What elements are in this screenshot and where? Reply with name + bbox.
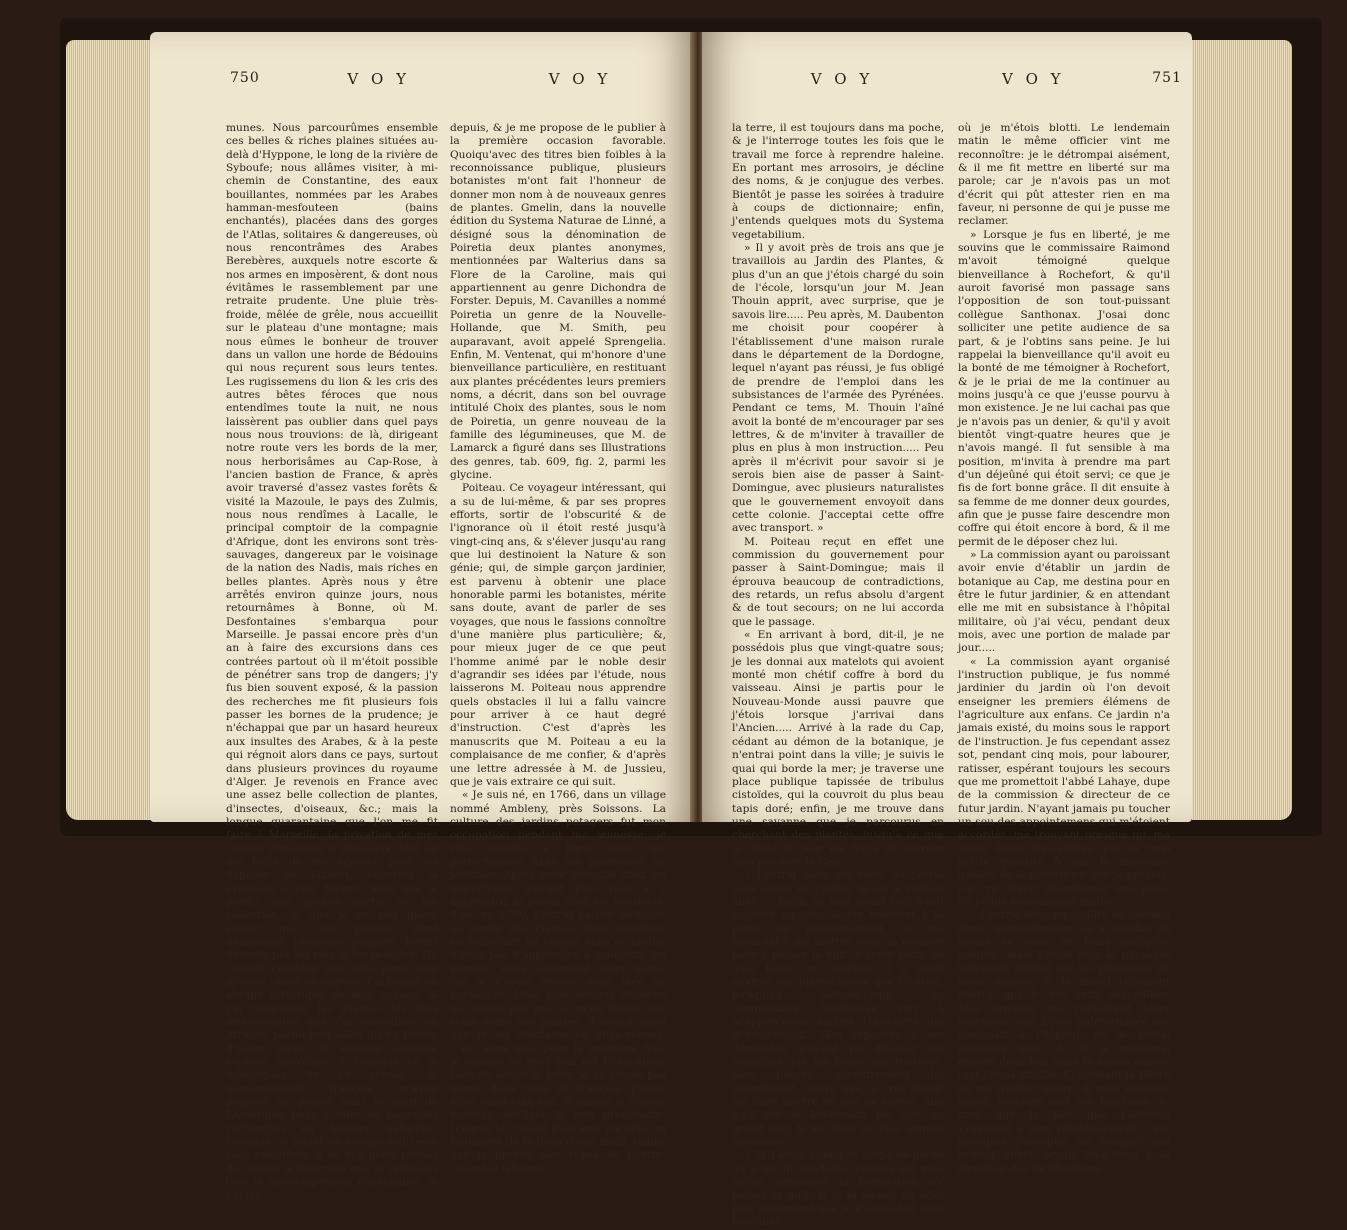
paragraph: » La commission ayant ou paroissant avoir envie d'établir un jardin de botanique au Cap, me destina pour en être le futur jardinier, & en attendant elle me mit en subsistance à l'hôpital militaire, où j'ai vécu, pendant deux mois, avec une portion de malade par jour..... — [958, 549, 1170, 655]
paragraph: » J'entrai dans ses rues, où j'errai sans savoir où j'allois, ni où je voulois aller..... Enfin, la nuit ayant tout-à-fait succédé au jour, & me trouvant à la porte du gouvernement, je me hasardai à me mettre sous un escalier pour y passer la nuit, n'ayant point de quoi louer un coucher. Il y avoit environ un quart-d'heure que j'y étois, lorsqu'un aide-de-camp du commissaire Santhonax vint à m'appercevoir malgré l'obscurité qui m'environnoit. Mes réponses à ses demandes n'ayant pu dissiper les soupçons que ma place, ma tristesse, mon pauvre accoutrement lui suggéroient contre moi, il crut devoir me faire mettre en lieu de sûreté, afin qu'il pût le lendemain me voir au grand jour, & me faire de plus amples questions. — [732, 869, 944, 1149]
paragraph: » Si j'avois connu le corps-de-garde où il me fit conduire, j'aurois été moi-même demander la permission d'y passer la nuit, & je la passai en effet plus sainement que je n'eusse fait sous l'escalier — [732, 1149, 944, 1229]
paragraph: depuis, & je me propose de le publier à la première occasion favorable. Quoiqu'avec des titres bien foibles à la reconnoissance publique, plusieurs botanistes m'ont fait l'honneur de donner mon nom à de nouveaux genres de plantes. Gmelin, dans la nouvelle édition du Systema Naturae de Linné, a désigné sous la dénomination de Poiretia deux plantes anonymes, mentionnées par Walterius dans sa Flore de la Caroline, mais qui appartiennent au genre Dichondra de Forster. Depuis, M. Cavanilles a nommé Poiretia un genre de la Nouvelle-Hollande, que M. Smith, peu auparavant, avoit appelé Sprengelia. Enfin, M. Ventenat, qui m'honore d'une bienveillance particulière, en restituant aux plantes précédentes leurs premiers noms, a décrit, dans son bel ouvrage intitulé Choix des plantes, sous le nom de Poiretia, un genre nouveau de la famille des légumineuses, que M. de Lamarck a figuré dans ses Illustrations des genres, tab. 609, fig. 2, parmi les glycine. — [450, 122, 666, 481]
paragraph: Poiteau. Ce voyageur intéressant, qui a su de lui-même, & par ses propres efforts, sortir de l'obscurité & de l'ignorance où il étoit resté jusqu'à vingt-cinq ans, & s'élever jusqu'au rang que lui destinoient la Nature & son génie; qui, de simple garçon jardinier, est parvenu à obtenir une place honorable parmi les botanistes, mérite sans doute, avant de parler de ses voyages, que nous le fassions connoître d'une manière plus particulière; &, pour mieux juger de ce que peut l'homme animé par le noble desir d'agrandir ses idées par l'étude, nous laisserons M. Poiteau nous apprendre quels obstacles il lui a fallu vaincre pour arriver à ce haut degré d'instruction. C'est d'après les manuscrits que M. Poiteau a eu la complaisance de me confier, & d'après une lettre adressée à M. de Jussieu, que je vais extraire ce qui suit. — [450, 482, 666, 788]
right-page-edges — [1192, 40, 1292, 820]
paragraph: » Lorsque je fus en liberté, je me souvins que le commissaire Raimond m'avoit témoigné quelque bienveillance à Rochefort, & qu'il auroit favorisé mon passage sans l'opposition de son tout-puissant collègue Santhonax. J'osai donc solliciter une petite audience de sa part, & je l'obtins sans peine. Je lui rappelai la bienveillance qu'il avoit eu la bonté de me témoigner à Rochefort, & je le priai de me la continuer au moins jusqu'à ce que j'eusse pourvu à mon existence. Je ne lui cachai pas que je n'avois pas un denier, & qu'il y avoit bientôt vingt-quatre heures que je n'avois mangé. Il fut sensible à ma position, m'invita à prendre ma part d'un déjeûné qui étoit servi; ce que je fis de fort bonne grâce. Il dit ensuite à sa femme de me donner deux gourdes, afin que je pusse faire descendre mon coffre qui étoit encore à bord, & il me permit de le déposer chez lui. — [958, 228, 1170, 548]
column-3 — [732, 122, 944, 1230]
right-page — [702, 32, 1192, 1229]
column-4 — [958, 122, 1170, 1176]
paragraph: « Je suis né, en 1766, dans un village nommé Ambleny, près Soissons. La culture des jardins potagers fut mon occupation pendant ma jeunesse; je vins ensuite à Paris pour me perfectionner dans ma profession de jardinier. Après avoir travaillé chez les maréchaux, n'ayant plus rien à y apprendre, je passai chez les fleuristes, d'où, en 1790, j'entrai garçon jardinier au Jardin des Plantes. Mon intention, en sollicitant un emploi dans ce jardin, n'étoit pas d'apprendre à connoître les plantes, mais seulement leurs noms; car je n'avois encore nulle idée de botanique. Mais mon naturel studieux ne voulut pas que je m'en tinsse aux seuls noms des plantes; il voulut aussi que je les étudiasse en elles-mêmes. C'est alors que, pour la première fois, je connus de quel prix est l'éducation. Loin de savoir le latin, je ne savois pas même deux mots de français. J'avois alors vingt-cinq ans, & jamais je n'avois entendu décliner le mot grammaire. D'après le conseil d'un ami, j'achète un Rudiment. Je le tiens d'une main, tandis que je prends mes repas de l'autre. Quand je laboure — [450, 789, 666, 1175]
left-running-head — [230, 70, 410, 88]
right-folio: 751 — [1152, 70, 1182, 86]
paragraph: M. Poiteau reçut en effet une commission du gouvernement pour passer à Saint-Domingue; mais il éprouva beaucoup de contradictions, des retards, un refus absolu d'argent & de tout secours; on ne lui accorda que le passage. — [732, 535, 944, 628]
paragraph: » J'entrai donc en qualité de commis dans l'administration, où je touchai du moins de tems en tems quelqu'à-compte; mais j'avois déjà le physique tellement affoibli par les privations de toute espèce, & le moral tellement abattu, que je dus enfin succomber. Mes organes me refusèrent leurs fonctions; une fièvre indéterminée me conduisit à l'hôpital, où je restai plusieurs mois, & où je retournai encore deux fois dans la même année, tant j'étois affoibli. Cependant la fièvre ne me quittoit guère, & mon estomac faisoit toujours mal ses fonctions. Je crus que le lieu que j'habitois s'opposoit à mon rétablissement; c'est pourquoi j'acceptai de l'emploi qui m'étoit offert depuis long-tems à la direction des fortifications. — [958, 909, 1170, 1175]
paragraph: munes. Nous parcourûmes ensemble ces belles & riches plaines situées au-delà d'Hyppone, le long de la rivière de Syboufe; nous allâmes visiter, à mi-chemin de Constantine, des eaux bouillantes, nommées par les Arabes hamman-mesfouteen (bains enchantés), placées dans des gorges de l'Atlas, solitaires & dangereuses, où nous rencontrâmes des Arabes Berebères, auxquels notre escorte & nos armes en imposèrent, & dont nous évitâmes le rassemblement par une retraite prudente. Une pluie très-froide, mêlée de grêle, nous accueillit sur le plateau d'une montagne; mais nous eûmes le bonheur de trouver dans un vallon une horde de Bédouins qui nous reçurent sous leurs tentes. Les rugissemens du lion & les cris des autres bêtes féroces que nous entendîmes toute la nuit, ne nous laissèrent pas oublier dans quel pays nous nous trouvions: de là, dirigeant notre route vers les bords de la mer, nous herborisâmes au Cap-Rose, à l'ancien bastion de France, & après avoir traversé d'assez vastes forêts & visité la Mazoule, le pays des Zulmis, nous nous rendîmes à Lacalle, le principal comptoir de la compagnie d'Afrique, dont les environs sont très-sauvages, dangereux par le voisinage de la nation des Nadis, mais riches en belles plantes. Après nous y être arrêtés environ quinze jours, nous retournâmes à Bonne, où M. Desfontaines s'embarqua pour Marseille. Je passai encore près d'un an à faire des excursions dans ces contrées partout où il m'étoit possible de pénétrer sans trop de dangers; j'y fus bien souvent exposé, & la passion des recherches me fit plusieurs fois passer les bornes de la prudence; je n'échappai que par un hasard heureux aux insultes des Arabes, & à la peste qui régnoit alors dans ce pays, surtout dans plusieurs provinces du royaume d'Alger. Je revenois en France avec une assez belle collection de plantes, d'insectes, d'oiseaux, &c.; mais la longue quarantaine que l'on me fit faire à Marseille, la privation de mes caisses d'insectes & d'oiseaux dont on me força de me séparer pour les déposer au lazaret, ouvertes & exposées à l'air, furent cause que je perdis une grande partie de ma collection, & que je ne pus guère sauver que mes plantes, dont néanmoins plusieurs paquets furent dévorés par les rats & les insectes. On conçoit combien une telle perte doit m'avoir causé de regrets. J'ai publié un abrégé historique de mon voyage, & j'ai mentionné les plantes les plus intéressantes que j'ai recueillies en Afrique, parmi lesquelles il s'en trouve d'assez rares, & environ soixante espèces nouvelles. A l'époque où je m'occupois de ce travail, le gouvernement français m'avoit proposé de passer dans le nord de l'Amérique pour y faire de nouvelles recherches en histoire naturelle. Quoique ce projet de voyage soit resté sans exécution, il ne m'a point permis de donner à l'ouvrage que je rédigeois tout le développement convenable; je l'ai fait — [226, 122, 438, 1202]
left-inner-heading: V O Y — [548, 70, 612, 88]
right-running-head — [1002, 70, 1182, 88]
left-folio: 750 — [230, 70, 260, 86]
paragraph: « La commission ayant organisé l'instruction publique, je fus nommé jardinier du jardin où l'on devoit enseigner les premiers élémens de l'agriculture aux enfans. Ce jardin n'a jamais existé, du moins sous le rapport de l'instruction. Je fus cependant assez sot, pendant cinq mois, pour labourer, ratisser, espérant toujours les secours que me promettoit l'abbé Lahaye, dupe de la commission & directeur de ce futur jardin. N'ayant jamais pu toucher un sou des appointemens qui m'étoient accordés, me trouvant presque nu, ma santé étant très-altérée par la trop petite quantité & par la mauvaise qualité de la nourriture que je prenois, j'ai cru devoir abandonner une place où j'étois évidemment inutile. — [958, 655, 1170, 908]
paragraph: la terre, il est toujours dans ma poche, & je l'interroge toutes les fois que le travail me force à reprendre haleine. En portant mes arrosoirs, je décline des noms, & je conjugue des verbes. Bientôt je passe les soirées à traduire à coups de dictionnaire; enfin, j'entends quelques mots du Systema vegetabilium. — [732, 122, 944, 241]
left-heading: V O Y — [347, 70, 410, 88]
paragraph: où je m'étois blotti. Le lendemain matin le même officier vint me reconnoître: je le détrompai aisément, & il me fit mettre en liberté sur ma parole; car je n'avois pas un mot d'écrit qui pût attester rien en ma faveur, ni personne de qui je pusse me reclamer. — [958, 122, 1170, 228]
left-page — [150, 32, 694, 1202]
right-inner-running-head — [782, 70, 902, 88]
left-inner-running-head — [520, 70, 640, 88]
paragraph: » Il y avoit près de trois ans que je travaillois au Jardin des Plantes, & plus d'un an que j'étois chargé du soin de l'école, lorsqu'un jour M. Jean Thouin apprit, avec surprise, que je savois lire..... Peu après, M. Daubenton me choisit pour coopérer à l'établissement d'une maison rurale dans le département de la Dordogne, lequel n'ayant pas réussi, je fus obligé de prendre de l'emploi dans les subsistances de l'armée des Pyrénées. Pendant ce tems, M. Thouin l'aîné avoit la bonté de m'encourager par ses lettres, & de m'inviter à travailler de plus en plus à mon instruction..... Peu après il m'écrivit pour savoir si je serois bien aise de passer à Saint-Domingue, avec plusieurs naturalistes que le gouvernement envoyoit dans cette colonie. J'acceptai cette offre avec transport. » — [732, 242, 944, 535]
column-2 — [450, 122, 666, 1176]
column-1 — [226, 122, 438, 1203]
right-heading: V O Y — [1002, 70, 1065, 88]
right-inner-heading: V O Y — [810, 70, 874, 88]
left-page-edges — [66, 40, 161, 820]
paragraph: « En arrivant à bord, dit-il, je ne possédois plus que vingt-quatre sous; je les donnai aux matelots qui avoient monté mon chétif coffre à bord du vaisseau. Ainsi je partis pour le Nouveau-Monde aussi pauvre que j'étois lorsque j'arrivai dans l'Ancien..... Arrivé à la rade du Cap, cédant au démon de la botanique, je n'entrai point dans la ville; je suivis le quai qui borde la mer; je traverse une place publique tapissée de tribulus cistoïdes, qui la couvroit du plus beau tapis doré; enfin, je me trouve dans une savanne que je parcourus en cherchant des plantes, jusqu'à ce que la chute du jour me força de tourner mes pas vers le Cap. — [732, 629, 944, 868]
